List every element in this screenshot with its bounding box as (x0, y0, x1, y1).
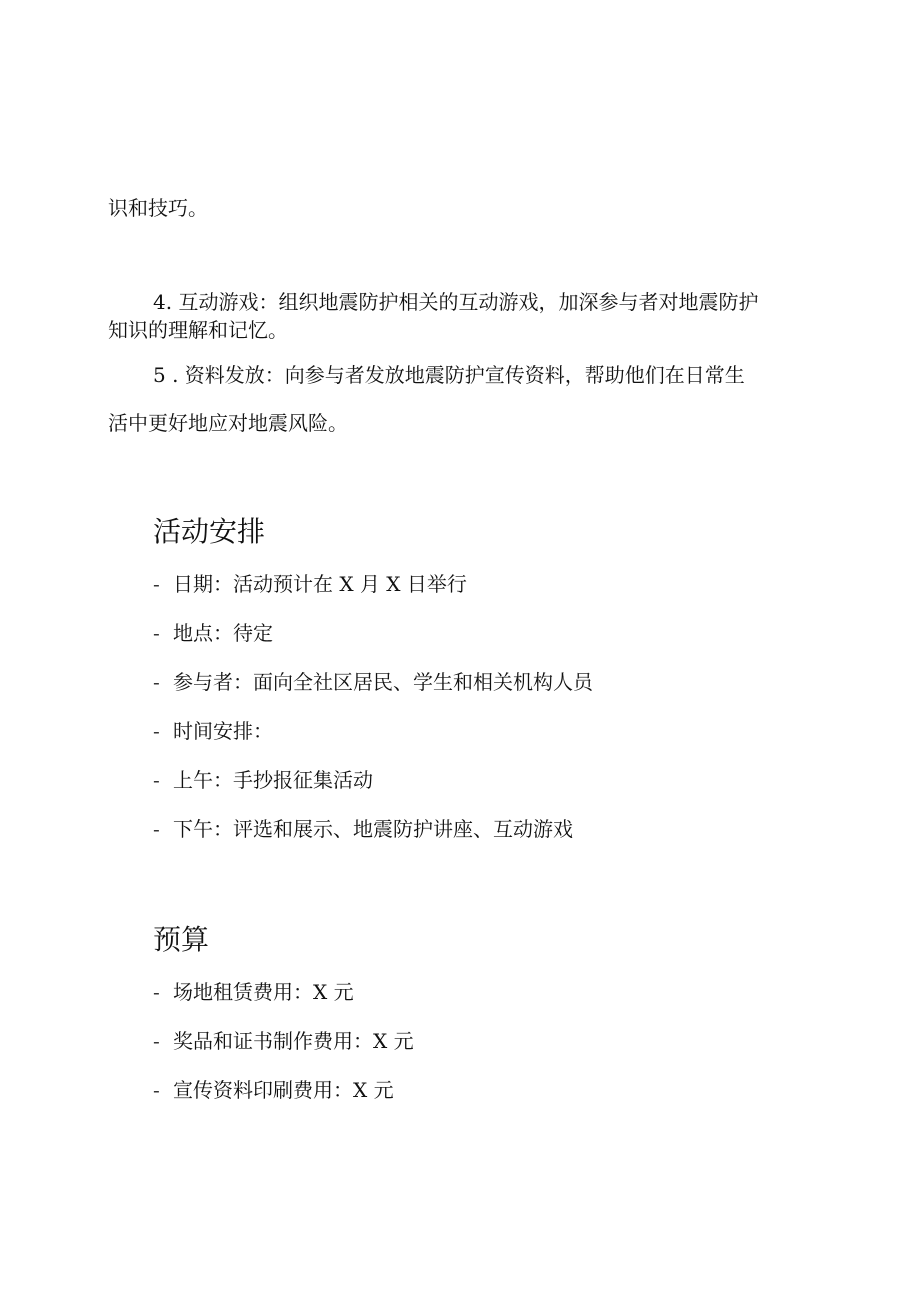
list-dash: - (153, 817, 160, 841)
paragraph-continuation: 识和技巧。 (108, 196, 208, 220)
list-item-text: 上午：手抄报征集活动 (173, 768, 373, 792)
list-item-text: 参与者：面向全社区居民、学生和相关机构人员 (173, 670, 593, 694)
list-item-text: 地点：待定 (173, 621, 273, 645)
schedule-item-participants (153, 667, 593, 697)
list-dash: - (153, 768, 160, 792)
schedule-item-timetable (153, 716, 273, 746)
item-5-line-1: 5 . 资料发放：向参与者发放地震防护宣传资料，帮助他们在日常生 (153, 363, 745, 387)
schedule-item-location (153, 618, 273, 648)
item-4-line-1: 4. 互动游戏：组织地震防护相关的互动游戏，加深参与者对地震防护 (153, 290, 759, 314)
list-item-text: 日期：活动预计在 X 月 X 日举行 (173, 572, 467, 596)
list-item-text: 时间安排： (173, 719, 273, 743)
budget-heading: 预算 (153, 923, 210, 956)
item-5-line-2: 活中更好地应对地震风险。 (108, 411, 348, 435)
list-item-text: 场地租赁费用：X 元 (173, 980, 354, 1004)
budget-item-prizes (153, 1026, 414, 1056)
item-4-line-2: 知识的理解和记忆。 (108, 318, 288, 342)
schedule-heading: 活动安排 (153, 515, 266, 548)
list-dash: - (153, 621, 160, 645)
list-dash: - (153, 719, 160, 743)
schedule-item-afternoon (153, 814, 573, 844)
list-item-text: 下午：评选和展示、地震防护讲座、互动游戏 (173, 817, 573, 841)
budget-item-printing (153, 1075, 394, 1105)
list-dash: - (153, 1029, 160, 1053)
list-item-text: 奖品和证书制作费用：X 元 (173, 1029, 414, 1053)
schedule-item-morning (153, 765, 373, 795)
list-dash: - (153, 1078, 160, 1102)
list-dash: - (153, 980, 160, 1004)
list-dash: - (153, 670, 160, 694)
list-dash: - (153, 572, 160, 596)
list-item-text: 宣传资料印刷费用：X 元 (173, 1078, 394, 1102)
schedule-item-date (153, 569, 467, 599)
budget-item-venue (153, 977, 354, 1007)
